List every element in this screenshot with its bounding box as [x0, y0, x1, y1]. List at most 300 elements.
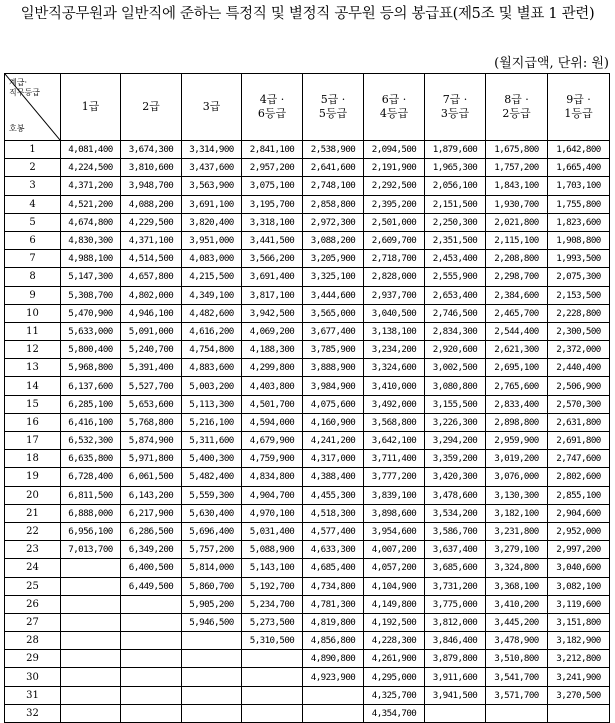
salary-cell: 3,195,700 [242, 195, 303, 213]
salary-cell: 3,775,000 [425, 595, 486, 613]
salary-cell: 2,855,100 [548, 486, 610, 504]
salary-cell: 3,566,200 [242, 250, 303, 268]
salary-cell: 3,941,500 [425, 686, 486, 704]
salary-cell: 3,777,200 [364, 468, 425, 486]
salary-cell [121, 668, 182, 686]
salary-cell: 5,273,500 [242, 613, 303, 631]
salary-cell: 4,349,100 [182, 286, 242, 304]
table-row [5, 541, 610, 559]
table-row [5, 159, 610, 177]
salary-cell: 3,359,200 [425, 450, 486, 468]
salary-cell: 3,839,100 [364, 486, 425, 504]
salary-cell: 3,325,100 [303, 268, 364, 286]
salary-cell: 3,445,200 [486, 613, 548, 631]
salary-cell: 5,633,000 [61, 322, 121, 340]
table-row [5, 195, 610, 213]
salary-cell: 2,691,800 [548, 432, 610, 450]
step-cell: 12 [5, 341, 61, 359]
salary-cell: 3,785,900 [303, 341, 364, 359]
step-cell: 28 [5, 632, 61, 650]
salary-cell: 1,755,800 [548, 195, 610, 213]
salary-cell: 5,971,800 [121, 450, 182, 468]
salary-cell: 2,555,900 [425, 268, 486, 286]
salary-cell: 1,965,300 [425, 159, 486, 177]
salary-cell: 4,224,500 [61, 159, 121, 177]
salary-cell: 4,685,400 [303, 559, 364, 577]
grade-header-cell: 1급 [61, 74, 121, 141]
salary-cell: 4,455,300 [303, 486, 364, 504]
salary-cell: 3,951,000 [182, 231, 242, 249]
salary-cell: 4,228,300 [364, 632, 425, 650]
salary-table [4, 73, 610, 723]
step-cell: 19 [5, 468, 61, 486]
step-cell: 27 [5, 613, 61, 631]
salary-cell: 2,506,900 [548, 377, 610, 395]
salary-cell: 3,879,800 [425, 650, 486, 668]
salary-cell: 4,241,200 [303, 432, 364, 450]
salary-cell: 4,834,800 [242, 468, 303, 486]
salary-cell: 2,621,300 [486, 341, 548, 359]
table-row [5, 395, 610, 413]
salary-cell: 5,527,700 [121, 377, 182, 395]
salary-cell: 4,856,800 [303, 632, 364, 650]
salary-cell: 3,846,400 [425, 632, 486, 650]
step-cell: 30 [5, 668, 61, 686]
table-row [5, 359, 610, 377]
salary-cell: 3,444,600 [303, 286, 364, 304]
salary-cell: 2,904,600 [548, 504, 610, 522]
salary-cell: 4,104,900 [364, 577, 425, 595]
step-cell: 24 [5, 559, 61, 577]
salary-cell: 3,410,000 [364, 377, 425, 395]
salary-cell: 2,609,700 [364, 231, 425, 249]
salary-cell: 3,182,100 [486, 504, 548, 522]
salary-cell: 4,501,700 [242, 395, 303, 413]
salary-cell: 4,083,000 [182, 250, 242, 268]
salary-cell: 1,930,700 [486, 195, 548, 213]
salary-cell: 3,637,400 [425, 541, 486, 559]
salary-cell: 3,076,000 [486, 468, 548, 486]
salary-cell: 2,833,400 [486, 395, 548, 413]
salary-cell: 6,728,400 [61, 468, 121, 486]
table-row [5, 432, 610, 450]
salary-cell: 2,972,300 [303, 213, 364, 231]
salary-cell [121, 704, 182, 722]
salary-cell: 2,641,600 [303, 159, 364, 177]
table-row [5, 577, 610, 595]
salary-cell: 4,149,800 [364, 595, 425, 613]
salary-cell: 4,946,100 [121, 304, 182, 322]
table-row [5, 559, 610, 577]
table-row [5, 522, 610, 540]
document-title: 일반직공무원과 일반직에 준하는 특정직 및 별정직 공무원 등의 봉급표(제5조 및 별표 1 관련) [20, 6, 595, 22]
table-row [5, 613, 610, 631]
salary-cell: 6,349,200 [121, 541, 182, 559]
salary-cell: 3,441,500 [242, 231, 303, 249]
salary-cell: 1,703,100 [548, 177, 610, 195]
salary-cell: 4,081,400 [61, 141, 121, 159]
salary-cell: 5,391,400 [121, 359, 182, 377]
salary-cell: 5,559,300 [182, 486, 242, 504]
salary-cell: 3,368,100 [486, 577, 548, 595]
salary-cell: 2,631,800 [548, 413, 610, 431]
salary-cell: 5,768,800 [121, 413, 182, 431]
salary-cell: 4,616,200 [182, 322, 242, 340]
grade-header-cell: 9급 · 1등급 [548, 74, 610, 141]
grade-header-cell: 2급 [121, 74, 182, 141]
salary-cell: 3,138,100 [364, 322, 425, 340]
salary-cell: 4,657,800 [121, 268, 182, 286]
salary-cell [182, 704, 242, 722]
salary-cell: 6,061,500 [121, 468, 182, 486]
salary-cell: 4,679,900 [242, 432, 303, 450]
table-row [5, 322, 610, 340]
salary-cell: 4,883,600 [182, 359, 242, 377]
step-cell: 23 [5, 541, 61, 559]
salary-cell: 6,888,000 [61, 504, 121, 522]
salary-cell: 3,685,600 [425, 559, 486, 577]
table-row [5, 304, 610, 322]
salary-cell: 2,115,100 [486, 231, 548, 249]
salary-cell: 3,810,600 [121, 159, 182, 177]
salary-cell: 6,811,500 [61, 486, 121, 504]
salary-cell: 1,879,600 [425, 141, 486, 159]
salary-cell: 3,318,100 [242, 213, 303, 231]
salary-cell: 2,440,400 [548, 359, 610, 377]
salary-cell: 3,642,100 [364, 432, 425, 450]
salary-cell: 4,890,800 [303, 650, 364, 668]
salary-cell: 4,988,100 [61, 250, 121, 268]
salary-cell: 3,082,100 [548, 577, 610, 595]
salary-cell: 4,325,700 [364, 686, 425, 704]
salary-cell [548, 704, 610, 722]
salary-cell [121, 595, 182, 613]
salary-cell: 4,904,700 [242, 486, 303, 504]
table-row [5, 686, 610, 704]
salary-cell [182, 686, 242, 704]
salary-cell: 2,151,500 [425, 195, 486, 213]
step-cell: 7 [5, 250, 61, 268]
salary-cell: 4,388,400 [303, 468, 364, 486]
salary-cell [61, 577, 121, 595]
salary-cell: 2,021,800 [486, 213, 548, 231]
grade-header-cell: 5급 · 5등급 [303, 74, 364, 141]
salary-cell [61, 704, 121, 722]
step-cell: 3 [5, 177, 61, 195]
salary-cell: 3,119,600 [548, 595, 610, 613]
salary-cell: 5,308,700 [61, 286, 121, 304]
salary-cell: 5,091,000 [121, 322, 182, 340]
salary-cell: 3,080,800 [425, 377, 486, 395]
salary-cell: 3,568,800 [364, 413, 425, 431]
salary-cell [61, 686, 121, 704]
salary-cell: 1,823,600 [548, 213, 610, 231]
step-cell: 18 [5, 450, 61, 468]
unit-note: (월지급액, 단위: 원) [494, 56, 609, 71]
step-cell: 2 [5, 159, 61, 177]
table-row [5, 413, 610, 431]
step-cell: 31 [5, 686, 61, 704]
salary-cell: 5,031,400 [242, 522, 303, 540]
salary-cell: 4,781,300 [303, 595, 364, 613]
grade-header-cell: 8급 · 2등급 [486, 74, 548, 141]
salary-cell: 3,492,000 [364, 395, 425, 413]
salary-cell: 3,510,800 [486, 650, 548, 668]
grade-header-cell: 6급 · 4등급 [364, 74, 425, 141]
salary-cell: 3,731,200 [425, 577, 486, 595]
salary-cell: 3,478,600 [425, 486, 486, 504]
step-cell: 16 [5, 413, 61, 431]
step-cell: 26 [5, 595, 61, 613]
salary-cell: 3,571,700 [486, 686, 548, 704]
salary-cell: 2,501,000 [364, 213, 425, 231]
salary-cell: 3,241,900 [548, 668, 610, 686]
salary-cell: 2,292,500 [364, 177, 425, 195]
salary-cell: 1,665,400 [548, 159, 610, 177]
step-cell: 21 [5, 504, 61, 522]
salary-cell: 2,834,300 [425, 322, 486, 340]
salary-cell: 2,075,300 [548, 268, 610, 286]
salary-cell: 2,858,800 [303, 195, 364, 213]
salary-cell: 5,482,400 [182, 468, 242, 486]
salary-cell: 5,860,700 [182, 577, 242, 595]
salary-cell [242, 650, 303, 668]
salary-cell: 5,874,900 [121, 432, 182, 450]
salary-cell [61, 650, 121, 668]
salary-cell: 3,075,100 [242, 177, 303, 195]
salary-cell: 3,812,000 [425, 613, 486, 631]
salary-cell: 4,802,000 [121, 286, 182, 304]
salary-cell: 3,226,300 [425, 413, 486, 431]
salary-cell: 3,130,300 [486, 486, 548, 504]
salary-cell: 5,192,700 [242, 577, 303, 595]
salary-cell: 5,311,600 [182, 432, 242, 450]
salary-cell: 3,534,200 [425, 504, 486, 522]
salary-cell: 3,541,700 [486, 668, 548, 686]
salary-cell: 2,351,500 [425, 231, 486, 249]
table-row [5, 704, 610, 722]
salary-cell: 2,802,600 [548, 468, 610, 486]
salary-cell: 5,814,000 [182, 559, 242, 577]
salary-cell: 2,094,500 [364, 141, 425, 159]
salary-cell [61, 613, 121, 631]
step-cell: 32 [5, 704, 61, 722]
salary-cell: 2,208,800 [486, 250, 548, 268]
salary-cell [61, 632, 121, 650]
step-cell: 1 [5, 141, 61, 159]
table-row [5, 450, 610, 468]
salary-cell: 2,395,200 [364, 195, 425, 213]
salary-cell: 3,324,800 [486, 559, 548, 577]
salary-cell: 6,143,200 [121, 486, 182, 504]
salary-cell: 5,800,400 [61, 341, 121, 359]
salary-cell: 3,820,400 [182, 213, 242, 231]
table-row [5, 595, 610, 613]
salary-cell [425, 704, 486, 722]
salary-cell: 2,453,400 [425, 250, 486, 268]
salary-cell: 2,997,200 [548, 541, 610, 559]
salary-cell [242, 686, 303, 704]
salary-cell: 4,088,200 [121, 195, 182, 213]
salary-cell: 2,372,000 [548, 341, 610, 359]
salary-cell: 3,948,700 [121, 177, 182, 195]
salary-cell: 2,841,100 [242, 141, 303, 159]
salary-cell: 1,993,500 [548, 250, 610, 268]
salary-cell [61, 559, 121, 577]
salary-cell: 3,294,200 [425, 432, 486, 450]
salary-cell: 5,088,900 [242, 541, 303, 559]
salary-cell: 4,215,500 [182, 268, 242, 286]
salary-cell: 2,747,600 [548, 450, 610, 468]
salary-cell: 2,746,500 [425, 304, 486, 322]
salary-cell: 3,279,100 [486, 541, 548, 559]
salary-cell: 3,563,900 [182, 177, 242, 195]
table-row [5, 650, 610, 668]
salary-cell: 3,478,900 [486, 632, 548, 650]
table-header-row [5, 74, 610, 141]
salary-cell: 2,544,400 [486, 322, 548, 340]
salary-cell: 3,212,800 [548, 650, 610, 668]
step-cell: 5 [5, 213, 61, 231]
salary-cell: 4,075,600 [303, 395, 364, 413]
step-cell: 22 [5, 522, 61, 540]
step-cell: 13 [5, 359, 61, 377]
salary-cell: 3,911,600 [425, 668, 486, 686]
salary-cell [486, 704, 548, 722]
step-cell: 10 [5, 304, 61, 322]
salary-cell: 2,748,100 [303, 177, 364, 195]
salary-table-body [5, 141, 610, 723]
salary-cell: 1,757,200 [486, 159, 548, 177]
step-cell: 20 [5, 486, 61, 504]
corner-header-cell [5, 74, 61, 141]
salary-cell: 4,521,200 [61, 195, 121, 213]
step-cell: 15 [5, 395, 61, 413]
salary-cell: 2,957,200 [242, 159, 303, 177]
salary-cell: 5,757,200 [182, 541, 242, 559]
salary-cell: 2,250,300 [425, 213, 486, 231]
salary-cell: 2,228,800 [548, 304, 610, 322]
salary-cell: 3,437,600 [182, 159, 242, 177]
step-cell: 29 [5, 650, 61, 668]
salary-cell [182, 668, 242, 686]
salary-cell: 3,182,900 [548, 632, 610, 650]
table-row [5, 231, 610, 249]
table-row [5, 286, 610, 304]
salary-cell: 4,069,200 [242, 322, 303, 340]
table-row [5, 268, 610, 286]
salary-cell: 3,270,500 [548, 686, 610, 704]
salary-cell: 7,013,700 [61, 541, 121, 559]
salary-cell: 3,231,800 [486, 522, 548, 540]
salary-cell: 6,137,600 [61, 377, 121, 395]
salary-cell: 3,088,200 [303, 231, 364, 249]
salary-cell: 6,532,300 [61, 432, 121, 450]
table-row [5, 632, 610, 650]
salary-cell: 3,691,400 [242, 268, 303, 286]
salary-cell: 4,674,800 [61, 213, 121, 231]
salary-cell: 5,470,900 [61, 304, 121, 322]
salary-cell [121, 632, 182, 650]
salary-cell: 4,923,900 [303, 668, 364, 686]
salary-cell: 5,003,200 [182, 377, 242, 395]
salary-cell: 4,514,500 [121, 250, 182, 268]
salary-cell: 3,954,600 [364, 522, 425, 540]
table-row [5, 141, 610, 159]
salary-cell: 2,653,400 [425, 286, 486, 304]
salary-cell: 3,205,900 [303, 250, 364, 268]
salary-cell: 3,888,900 [303, 359, 364, 377]
salary-cell: 3,151,800 [548, 613, 610, 631]
step-cell: 8 [5, 268, 61, 286]
salary-cell: 5,310,500 [242, 632, 303, 650]
salary-cell: 5,240,700 [121, 341, 182, 359]
salary-cell: 4,160,900 [303, 413, 364, 431]
salary-cell: 4,354,700 [364, 704, 425, 722]
table-row [5, 504, 610, 522]
step-cell: 9 [5, 286, 61, 304]
salary-cell: 4,192,500 [364, 613, 425, 631]
salary-cell: 2,384,600 [486, 286, 548, 304]
salary-cell: 4,819,800 [303, 613, 364, 631]
salary-cell: 5,968,800 [61, 359, 121, 377]
salary-cell: 3,420,300 [425, 468, 486, 486]
grade-header-cell: 3급 [182, 74, 242, 141]
step-cell: 4 [5, 195, 61, 213]
salary-cell: 2,718,700 [364, 250, 425, 268]
salary-cell: 3,002,500 [425, 359, 486, 377]
table-row [5, 468, 610, 486]
salary-cell [121, 686, 182, 704]
salary-cell [303, 704, 364, 722]
salary-cell: 4,518,300 [303, 504, 364, 522]
salary-cell [242, 668, 303, 686]
salary-cell [61, 668, 121, 686]
salary-cell: 1,843,100 [486, 177, 548, 195]
salary-cell: 4,830,300 [61, 231, 121, 249]
salary-cell: 5,400,300 [182, 450, 242, 468]
salary-cell: 2,959,900 [486, 432, 548, 450]
salary-cell: 4,594,000 [242, 413, 303, 431]
salary-cell: 6,400,500 [121, 559, 182, 577]
salary-cell: 2,570,300 [548, 395, 610, 413]
salary-cell: 3,691,100 [182, 195, 242, 213]
step-cell: 6 [5, 231, 61, 249]
salary-cell: 5,653,600 [121, 395, 182, 413]
salary-cell: 6,635,800 [61, 450, 121, 468]
table-row [5, 250, 610, 268]
salary-cell: 2,538,900 [303, 141, 364, 159]
salary-cell: 3,019,200 [486, 450, 548, 468]
salary-cell: 4,577,400 [303, 522, 364, 540]
salary-cell: 4,754,800 [182, 341, 242, 359]
salary-cell: 3,314,900 [182, 141, 242, 159]
step-cell: 17 [5, 432, 61, 450]
salary-cell: 2,153,500 [548, 286, 610, 304]
salary-cell: 2,898,800 [486, 413, 548, 431]
salary-cell: 2,191,900 [364, 159, 425, 177]
salary-cell: 6,449,500 [121, 577, 182, 595]
step-cell: 25 [5, 577, 61, 595]
salary-cell [121, 613, 182, 631]
salary-cell: 5,216,100 [182, 413, 242, 431]
grade-header-cell: 4급 · 6등급 [242, 74, 303, 141]
corner-grade-label: 계급· 직무등급 [9, 78, 40, 97]
salary-cell: 5,147,300 [61, 268, 121, 286]
salary-cell: 4,299,800 [242, 359, 303, 377]
salary-cell: 2,765,600 [486, 377, 548, 395]
salary-cell [303, 686, 364, 704]
